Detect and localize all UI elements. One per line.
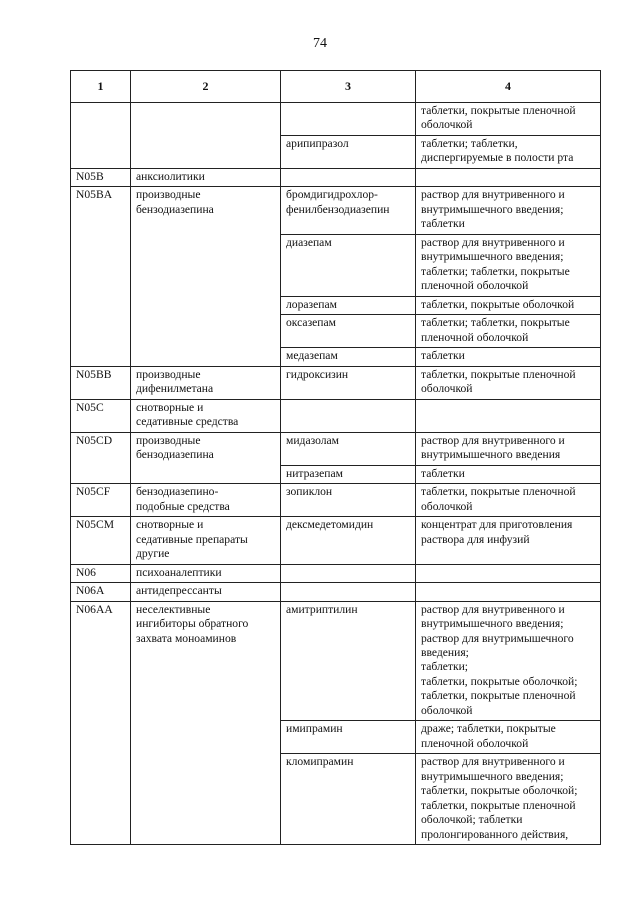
drug-name-line: медазепам [286,349,338,363]
drug-name-line: фенилбензодиазепин [286,202,390,216]
drug-name-cell [281,754,416,845]
dosage-forms-line: таблетки; таблетки, покрытые [421,316,570,330]
table-row [71,366,601,399]
dosage-forms-line: таблетки, покрытые оболочкой; [421,674,578,688]
dosage-forms-cell [416,296,601,314]
dosage-forms-cell [416,484,601,517]
drug-name-cell [281,601,416,721]
table-row [71,564,601,582]
table-row [71,234,601,296]
dosage-forms-cell [416,517,601,564]
group-name-line: ингибиторы обратного [136,617,249,631]
dosage-forms-line: таблетки [421,349,465,363]
group-name-cell [131,234,281,296]
group-name-line: захвата моноаминов [136,631,237,645]
drug-name-cell [281,168,416,186]
dosage-forms-cell [416,754,601,845]
table-row [71,315,601,348]
group-name-cell [131,564,281,582]
table-row [71,135,601,168]
drug-name-line: нитразепам [286,466,343,480]
atc-code-cell: N06 [71,564,131,582]
atc-code-cell [71,234,131,296]
group-name-line: бензодиазепина [136,448,214,462]
atc-code-cell: N05C [71,399,131,432]
group-name-line: другие [136,547,170,561]
dosage-forms-cell [416,583,601,601]
dosage-forms-line: раствора для инфузий [421,532,530,546]
drug-name-cell [281,399,416,432]
dosage-forms-line: внутримышечного введения; [421,769,564,783]
dosage-forms-line: оболочкой [421,499,473,513]
atc-code-cell: N06AA [71,601,131,721]
group-name-line: подобные средства [136,499,230,513]
atc-code-cell [71,103,131,136]
group-name-cell [131,168,281,186]
table-row [71,103,601,136]
group-name-line: снотворные и [136,400,204,414]
group-name-line: производные [136,188,201,202]
atc-code-cell [71,754,131,845]
dosage-forms-cell [416,103,601,136]
dosage-forms-line: внутримышечного введения; [421,202,564,216]
group-name-line: анксиолитики [136,169,205,183]
atc-code-cell [71,348,131,366]
dosage-forms-line: концентрат для приготовления [421,518,573,532]
table-row [71,168,601,186]
atc-code-cell [71,721,131,754]
dosage-forms-cell [416,399,601,432]
dosage-forms-line: раствор для внутривенного и [421,188,565,202]
group-name-line: производные [136,433,201,447]
atc-code-cell: N05CM [71,517,131,564]
group-name-cell [131,583,281,601]
table-row [71,517,601,564]
drug-name-cell [281,583,416,601]
dosage-forms-line: таблетки; таблетки, [421,136,518,150]
drug-name-cell [281,432,416,465]
drug-name-cell [281,187,416,234]
table-row [71,465,601,483]
drug-name-cell [281,465,416,483]
group-name-cell [131,721,281,754]
group-name-cell [131,103,281,136]
page-number: 74 [313,36,327,51]
drug-name-line: лоразепам [286,297,337,311]
group-name-line: снотворные и [136,518,204,532]
dosage-forms-line: оболочкой [421,118,473,132]
dosage-forms-cell [416,187,601,234]
group-name-line: седативные препараты [136,532,248,546]
table-row [71,754,601,845]
dosage-forms-line: таблетки, покрытые оболочкой [421,297,575,311]
dosage-forms-line: таблетки, покрытые оболочкой; [421,784,578,798]
group-name-line: бензодиазепино- [136,485,219,499]
dosage-forms-cell [416,721,601,754]
dosage-forms-cell [416,465,601,483]
dosage-forms-line: таблетки, покрытые пленочной [421,798,576,812]
dosage-forms-line: таблетки [421,466,465,480]
dosage-forms-line: пленочной оболочкой [421,330,529,344]
dosage-forms-line: таблетки, покрытые пленочной [421,689,576,703]
atc-code-cell [71,465,131,483]
drug-name-line: арипипразол [286,136,349,150]
drug-name-line: оксазепам [286,316,336,330]
atc-code-cell: N05BB [71,366,131,399]
atc-code-cell: N06A [71,583,131,601]
atc-code-cell: N05BA [71,187,131,234]
drug-name-cell [281,721,416,754]
table-row [71,187,601,234]
drug-name-line: мидазолам [286,433,340,447]
drug-name-line: бромдигидрохлор- [286,188,378,202]
dosage-forms-cell [416,348,601,366]
table-row [71,583,601,601]
atc-code-cell [71,135,131,168]
group-name-cell [131,135,281,168]
dosage-forms-line: введения; [421,645,469,659]
dosage-forms-line: оболочкой [421,703,473,717]
column-header: 2 [131,71,281,103]
table-row [71,721,601,754]
dosage-forms-line: раствор для внутривенного и [421,602,565,616]
column-header: 4 [416,71,601,103]
dosage-forms-line: внутримышечного введения; [421,617,564,631]
drug-name-line: гидроксизин [286,367,349,381]
dosage-forms-line: раствор для внутривенного и [421,433,565,447]
atc-code-cell [71,296,131,314]
group-name-line: антидепрессанты [136,584,222,598]
group-name-line: дифенилметана [136,382,214,396]
dosage-forms-cell [416,135,601,168]
atc-code-cell: N05CD [71,432,131,465]
drug-name-cell [281,484,416,517]
dosage-forms-cell [416,315,601,348]
dosage-forms-line: пленочной оболочкой [421,279,529,293]
dosage-forms-line: драже; таблетки, покрытые [421,722,556,736]
drug-name-cell [281,517,416,564]
group-name-cell [131,601,281,721]
dosage-forms-cell [416,366,601,399]
drug-name-line: зопиклон [286,485,333,499]
dosage-forms-line: пленочной оболочкой [421,736,529,750]
drug-name-line: имипрамин [286,722,343,736]
dosage-forms-line: диспергируемые в полости рта [421,151,574,165]
group-name-line: бензодиазепина [136,202,214,216]
group-name-line: неселективные [136,602,211,616]
drug-table [70,70,601,845]
dosage-forms-line: раствор для внутривенного и [421,235,565,249]
drug-name-cell [281,366,416,399]
atc-code-cell: N05CF [71,484,131,517]
group-name-cell [131,432,281,465]
table-row [71,601,601,721]
dosage-forms-line: оболочкой [421,382,473,396]
group-name-cell [131,465,281,483]
dosage-forms-cell [416,601,601,721]
table-row [71,484,601,517]
dosage-forms-cell [416,432,601,465]
dosage-forms-cell [416,168,601,186]
drug-name-cell [281,103,416,136]
drug-name-cell [281,135,416,168]
dosage-forms-line: таблетки [421,217,465,231]
table-row [71,348,601,366]
atc-code-cell: N05B [71,168,131,186]
dosage-forms-line: таблетки, покрытые пленочной [421,104,576,117]
drug-name-cell [281,234,416,296]
dosage-forms-line: таблетки; таблетки, покрытые [421,264,570,278]
dosage-forms-line: внутримышечного введения; [421,250,564,264]
dosage-forms-line: таблетки, покрытые пленочной [421,485,576,499]
group-name-line: производные [136,367,201,381]
table-row [71,296,601,314]
group-name-cell [131,296,281,314]
drug-name-line: амитриптилин [286,602,358,616]
drug-name-cell [281,564,416,582]
dosage-forms-line: таблетки; [421,660,469,674]
dosage-forms-line: внутримышечного введения [421,448,561,462]
group-name-line: седативные средства [136,415,239,429]
group-name-cell [131,399,281,432]
group-name-cell [131,348,281,366]
drug-name-cell [281,315,416,348]
group-name-cell [131,315,281,348]
dosage-forms-line: раствор для внутривенного и [421,755,565,769]
atc-code-cell [71,315,131,348]
column-header: 3 [281,71,416,103]
header-row [71,71,601,103]
group-name-cell [131,366,281,399]
drug-name-cell [281,348,416,366]
dosage-forms-cell [416,564,601,582]
column-header: 1 [71,71,131,103]
dosage-forms-line: оболочкой; таблетки [421,813,523,827]
group-name-line: психоаналептики [136,565,222,579]
drug-name-line: кломипрамин [286,755,354,769]
table-row [71,399,601,432]
dosage-forms-line: таблетки, покрытые пленочной [421,367,576,381]
table-row [71,432,601,465]
drug-name-line: диазепам [286,235,332,249]
group-name-cell [131,754,281,845]
group-name-cell [131,484,281,517]
drug-name-line: дексмедетомидин [286,518,374,532]
group-name-cell [131,187,281,234]
group-name-cell [131,517,281,564]
dosage-forms-cell [416,234,601,296]
dosage-forms-line: раствор для внутримышечного [421,631,574,645]
drug-name-cell [281,296,416,314]
dosage-forms-line: пролонгированного действия, [421,827,569,841]
